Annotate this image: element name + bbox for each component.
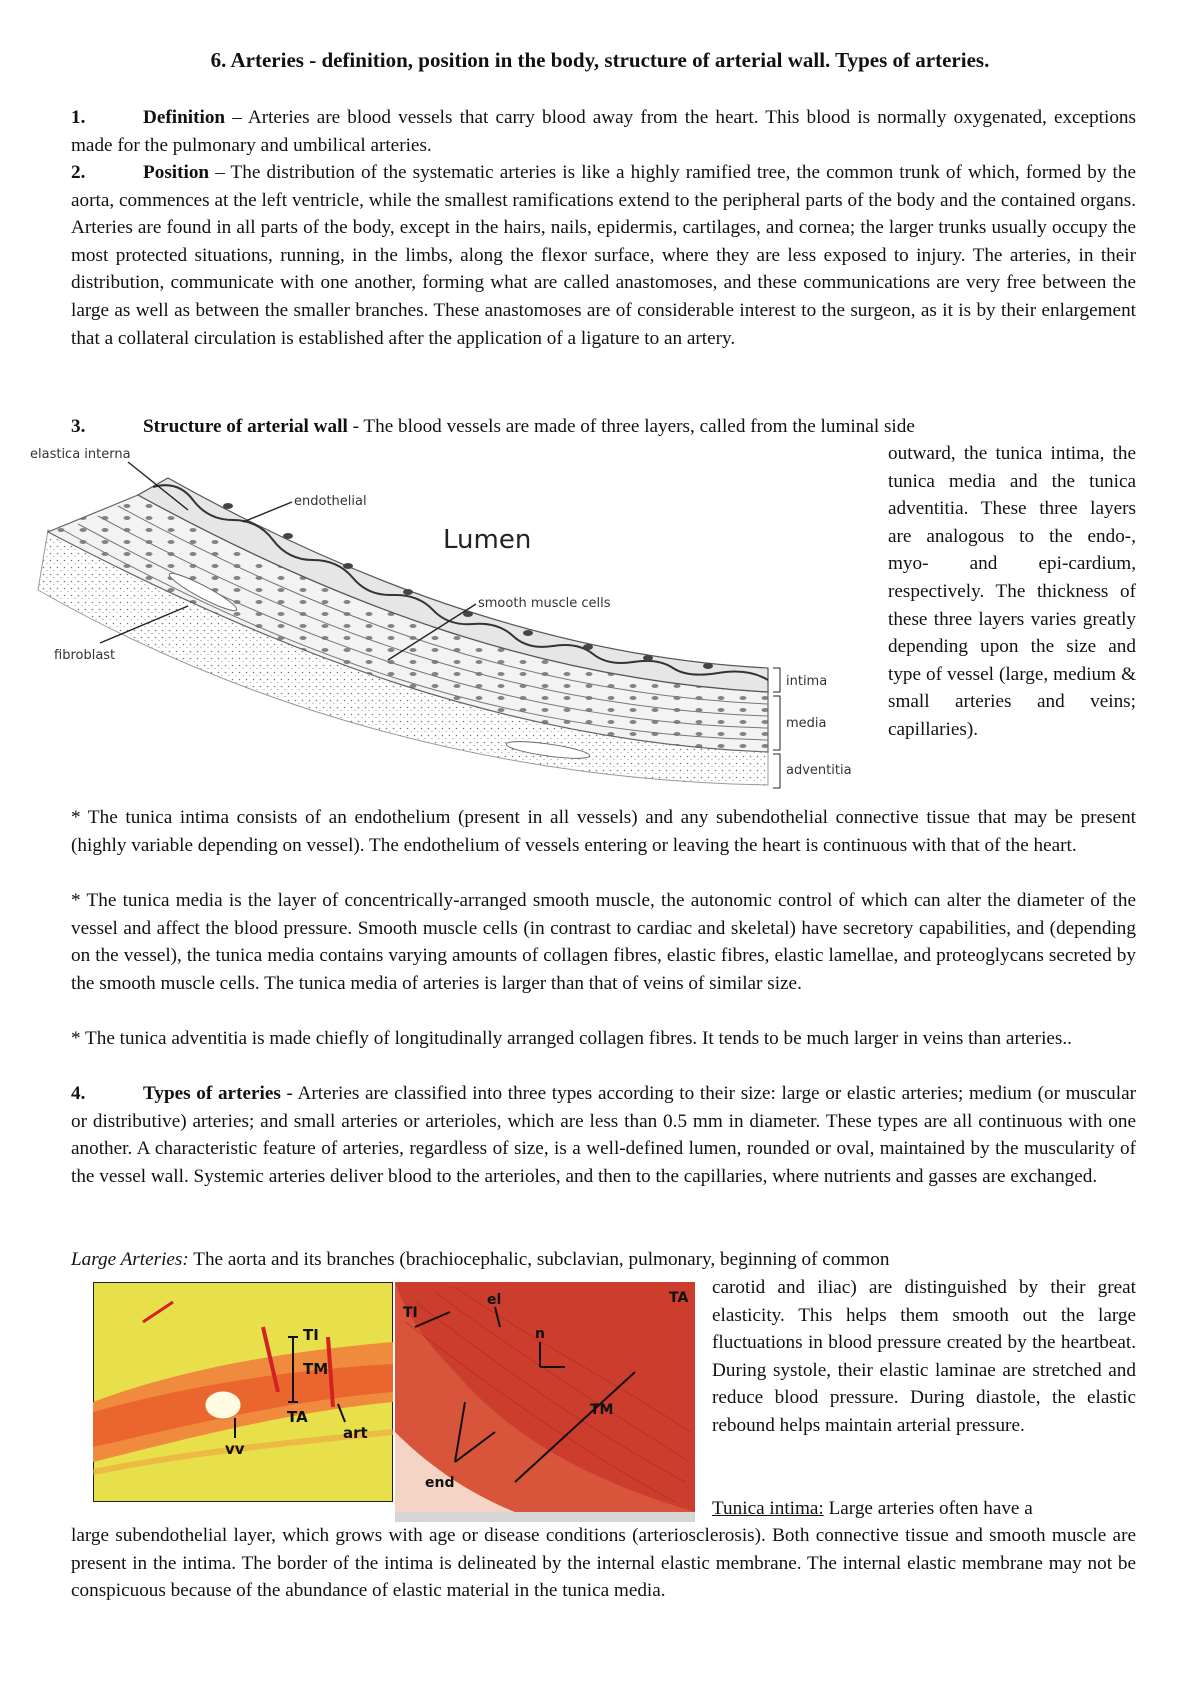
right-label-ta: TA (669, 1290, 689, 1306)
micrograph-right (395, 1282, 695, 1522)
label-fibroblast: fibroblast (54, 648, 116, 663)
section-definition (71, 104, 1136, 159)
right-label-ti: TI (403, 1305, 418, 1321)
section-heading: Position (143, 162, 210, 183)
label-adventitia: adventitia (786, 763, 852, 778)
large-arteries-side-text: carotid and iliac) are distinguished by their great elasticity. This helps them smooth out the large fluctuations in blood pressure created by the heartbeat. During systole, their elastic laminae are stretched and reduce blood pressure. During diastole, the elastic rebound helps maintain arterial pressure. (712, 1277, 1136, 1436)
left-label-vv: vv (225, 1440, 245, 1458)
section-text: – The distribution of the systematic arteries is like a highly ramified tree, the common trunk of which, formed by the aorta, commences at the left ventricle, while the smallest ramifications extend to the peripheral parts of the body and the contained organs. Arteries are found in all parts of the body, except in the hairs, nails, epidermis, cartilages, and cornea; the larger trunks usually occupy the most protected situations, running, in the limbs, along the flexor surface, where they are less exposed to injury. The arteries, in their distribution, communicate with one another, forming what are called anastomoses, and these communications are very free between the large as well as between the smaller branches. These anastomoses are of considerable interest to the surgeon, as it is by their enlargement that a collateral circulation is established after the application of a ligature to an artery. (71, 162, 1136, 349)
section-text: - Arteries are classified into three types according to their size: large or elastic arteries; medium (or muscular or distributive) arteries; and small arteries or arterioles, which are less than 0.5 mm in diameter. These types are all continuous with one another. A characteristic feature of arteries, regardless of size, is a well-defined lumen, rounded or oval, maintained by the muscularity of the vessel wall. Systemic arteries deliver blood to the arterioles, and then to the capillaries, where nutrients and gasses are exchanged. (71, 1083, 1137, 1187)
large-intima-line (712, 1495, 1136, 1523)
section-number: 3. (71, 416, 86, 437)
section-heading: Definition (143, 107, 226, 128)
right-label-n: n (535, 1326, 545, 1342)
section-text: – Arteries are blood vessels that carry blood away from the heart. This blood is normally oxygenated, exceptions made for the pulmonary and umbilical arteries. (71, 107, 1136, 156)
left-label-ta: TA (287, 1408, 308, 1426)
tunica-intima-paragraph: * The tunica intima consists of an endothelium (present in all vessels) and any subendothelial connective tissue that may be present (highly variable depending on vessel). The endothelium of vessels entering or leaving the heart is continuous with that of the heart. (71, 807, 1136, 856)
large-intima-paragraph: large subendothelial layer, which grows with age or disease conditions (arteriosclerosis). Both connective tissue and smooth muscle are present in the intima. The border of the intima is delineated by the internal elastic membrane. The internal elastic membrane may not be conspicuous because of the abundance of elastic material in the tunica media. (71, 1525, 1136, 1602)
left-label-tm: TM (303, 1360, 329, 1378)
tunica-media-paragraph: * The tunica media is the layer of concentrically-arranged smooth muscle, the autonomic control of which can alter the diameter of the vessel and affect the blood pressure. Smooth muscle cells (in contrast to cardiac and skeletal) have secretory capabilities, and (depending on the vessel), the tunica media contains varying amounts of collagen fibres, elastic fibres, elastic lamellae, and proteoglycans secreted by the smooth muscle cells. The tunica media of arteries is larger than that of veins of similar size. (71, 890, 1136, 994)
artery-wall-diagram (28, 440, 870, 802)
tunica-adventitia-paragraph: * The tunica adventitia is made chiefly of longitudinally arranged collagen fibres. It tends to be much larger in veins than arteries.. (71, 1028, 1072, 1049)
section-number: 4. (71, 1083, 86, 1104)
section-number: 1. (71, 107, 86, 128)
left-label-ti: TI (303, 1326, 319, 1344)
large-intima-heading: Tunica intima: (712, 1498, 824, 1519)
label-elastica-interna: elastica interna (30, 447, 131, 462)
right-label-tm: TM (590, 1402, 614, 1418)
section-text: - The blood vessels are made of three layers, called from the luminal side (347, 416, 915, 437)
right-label-el: el (487, 1292, 502, 1308)
label-media: media (786, 716, 827, 731)
micrograph-left (93, 1282, 393, 1502)
large-arteries-text: The aorta and its branches (brachiocephalic, subclavian, pulmonary, beginning of common (188, 1249, 890, 1270)
label-smooth-muscle: smooth muscle cells (478, 596, 611, 611)
right-label-end: end (425, 1475, 455, 1491)
label-lumen: Lumen (443, 525, 532, 555)
section-heading: Types of arteries (143, 1083, 281, 1104)
large-intima-text: Large arteries often have a (823, 1498, 1033, 1519)
large-arteries-heading: Large Arteries: (71, 1249, 189, 1270)
left-label-art: art (343, 1424, 368, 1442)
label-endothelial: endothelial (294, 494, 367, 509)
page-title: 6. Arteries - definition, position in the body, structure of arterial wall. Types of arteries. (210, 48, 990, 72)
label-intima: intima (786, 674, 828, 689)
section-heading: Structure of arterial wall (143, 416, 348, 437)
section-position (71, 159, 1136, 352)
section-structure (71, 413, 1136, 441)
structure-side-text: outward, the tunica intima, the tunica media and the tunica adventitia. These three layers are analogous to the endo-, myo- and epi-cardium, respectively. The thickness of these three layers varies greatly depending upon the size and type of vessel (large, medium & small arteries and veins; capillaries). (888, 443, 1136, 740)
large-arteries-line (71, 1246, 1136, 1274)
section-types (71, 1080, 1136, 1190)
section-number: 2. (71, 162, 86, 183)
